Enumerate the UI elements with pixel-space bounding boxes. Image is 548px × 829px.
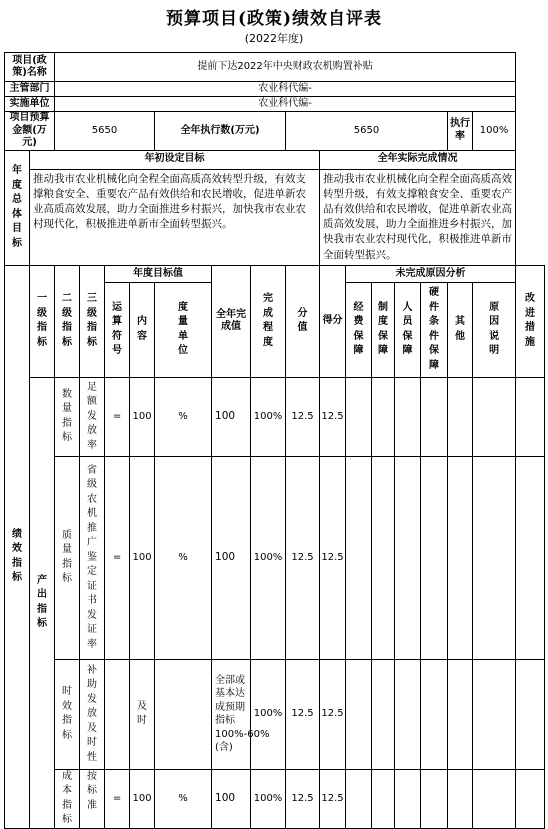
header-year-target: 年度目标值: [105, 265, 212, 282]
content-cell: 100: [130, 456, 155, 659]
project-name-label: 项目(政策)名称: [5, 53, 55, 82]
completion-cell: 100%: [251, 659, 286, 769]
table-row: [5, 377, 545, 456]
score-cell: 12.5: [320, 769, 346, 828]
header-reasons: 未完成原因分析: [346, 265, 516, 282]
indicators-side-label: 绩效指标: [5, 265, 30, 828]
completion-cell: 100%: [251, 769, 286, 828]
header-r-system: 制度保障: [372, 282, 395, 377]
operator-cell: =: [105, 456, 130, 659]
header-level1: 一级指标: [30, 265, 55, 377]
rate-label: 执行率: [448, 112, 473, 151]
full-year-cell: 全部或基本达成预期指标100%-60%(含): [212, 659, 251, 769]
header-r-other: 其他: [448, 282, 473, 377]
full-year-cell: 100: [212, 769, 251, 828]
header-score: 得分: [320, 265, 346, 377]
impl-value: 农业科代编-: [55, 97, 516, 112]
initial-goal-text: 推动我市农业机械化向全程全面高质高效转型升级，有效支撑粮食安全、重要农产品有效供给和农民增收，促进单新农业高质高效发展，助力全面推进乡村振兴，加快我市农业农村现代化，积极推进单新市全面转型振兴。: [30, 169, 320, 265]
dept-label: 主管部门: [5, 82, 55, 97]
score-value-cell: 12.5: [286, 659, 320, 769]
operator-cell: =: [105, 769, 130, 828]
level3-cell: 补助发放及时性: [80, 659, 105, 769]
unit-cell: %: [155, 769, 212, 828]
exec-value: 5650: [286, 112, 448, 151]
header-r-hardware: 硬件条件保障: [421, 282, 448, 377]
unit-cell: %: [155, 377, 212, 456]
operator-cell: =: [105, 377, 130, 456]
full-year-cell: 100: [212, 377, 251, 456]
completion-cell: 100%: [251, 377, 286, 456]
completion-cell: 100%: [251, 456, 286, 659]
level2-cell: 成本指标: [55, 769, 80, 828]
score-cell: 12.5: [320, 456, 346, 659]
header-score-value: 分值: [286, 265, 320, 377]
level3-cell: 省级农机推广鉴定证书发证率: [80, 456, 105, 659]
operator-cell: [105, 659, 130, 769]
report-year: (2022年度): [244, 32, 304, 45]
score-value-cell: 12.5: [286, 769, 320, 828]
budget-label: 项目预算金额(万元): [5, 112, 55, 151]
content-cell: 100: [130, 377, 155, 456]
budget-value: 5650: [55, 112, 155, 151]
table-row: [5, 659, 545, 769]
content-cell: 及时: [130, 659, 155, 769]
actual-goal-text: 推动我市农业机械化向全程全面高质高效转型升级，有效支撑粮食安全、重要农产品有效供给和农民增收，促进单新农业高质高效发展，助力全面推进乡村振兴，加快我市农业农村现代化，积极推进单新市全面转型振兴。: [320, 169, 516, 265]
header-improve: 改进措施: [516, 265, 545, 377]
header-r-explain: 原因说明: [473, 282, 516, 377]
rate-value: 100%: [473, 112, 516, 151]
score-cell: 12.5: [320, 659, 346, 769]
header-r-personnel: 人员保障: [395, 282, 421, 377]
level2-cell: 时效指标: [55, 659, 80, 769]
header-unit: 度量单位: [155, 282, 212, 377]
impl-label: 实施单位: [5, 97, 55, 112]
level3-cell: 足额发放率: [80, 377, 105, 456]
dept-value: 农业科代编-: [55, 82, 516, 97]
level2-cell: 数量指标: [55, 377, 80, 456]
score-value-cell: 12.5: [286, 377, 320, 456]
level3-cell: 按标准: [80, 769, 105, 828]
goals-side-label: 年度总体目标: [5, 150, 30, 265]
full-year-cell: 100: [212, 456, 251, 659]
initial-goal-header: 年初设定目标: [30, 150, 320, 169]
score-value-cell: 12.5: [286, 456, 320, 659]
unit-cell: [155, 659, 212, 769]
project-name-value: 提前下达2022年中央财政农机购置补贴: [55, 53, 516, 82]
header-full-year: 全年完成值: [212, 265, 251, 377]
table-row: [5, 456, 545, 659]
table-row: [5, 769, 545, 828]
header-content: 内容: [130, 282, 155, 377]
level1-output: 产出指标: [30, 377, 55, 828]
header-completion: 完成程度: [251, 265, 286, 377]
unit-cell: %: [155, 456, 212, 659]
evaluation-table: [4, 52, 545, 829]
level2-cell: 质量指标: [55, 456, 80, 659]
header-r-funding: 经费保障: [346, 282, 372, 377]
header-level2: 二级指标: [55, 265, 80, 377]
score-cell: 12.5: [320, 377, 346, 456]
content-cell: 100: [130, 769, 155, 828]
header-operator: 运算符号: [105, 282, 130, 377]
exec-label: 全年执行数(万元): [155, 112, 286, 151]
actual-goal-header: 全年实际完成情况: [320, 150, 516, 169]
page-title: 预算项目(政策)绩效自评表: [165, 9, 383, 29]
header-level3: 三级指标: [80, 265, 105, 377]
